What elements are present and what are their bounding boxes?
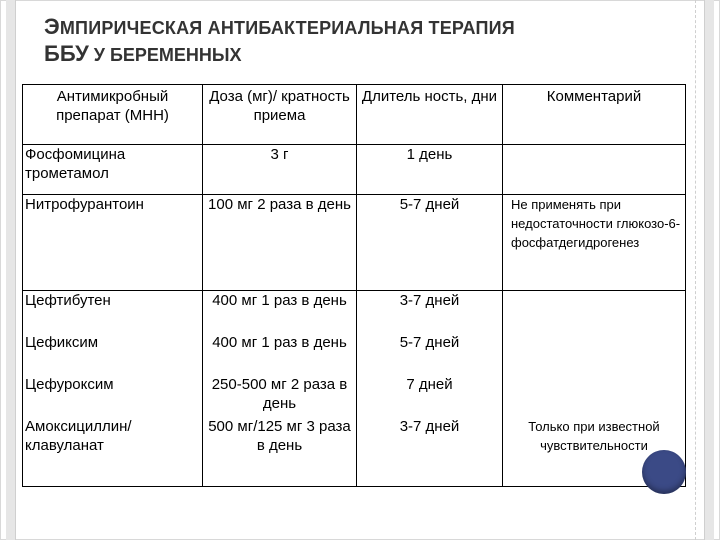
row-5-drug: Амоксициллин/ клавуланат: [23, 417, 203, 487]
table-row: [23, 375, 686, 417]
row-3-comment: [503, 333, 686, 375]
title-line-2: [44, 41, 515, 68]
row-1-dose: 100 мг 2 раза в день: [203, 195, 357, 291]
row-0-duration: 1 день: [357, 145, 503, 195]
row-1-drug: Нитрофурантоин: [23, 195, 203, 291]
row-5-duration: 3-7 дней: [357, 417, 503, 487]
slide-title: [44, 14, 515, 68]
title-line-1-cap: Э: [44, 14, 60, 39]
left-decorative-bar: [6, 0, 16, 540]
row-2-duration: 3-7 дней: [357, 291, 503, 333]
header-duration: Длитель ность, дни: [357, 85, 503, 145]
therapy-table: [22, 84, 686, 487]
row-4-comment: [503, 375, 686, 417]
header-dose: Доза (мг)/ кратность приема: [203, 85, 357, 145]
header-drug: Антимикробный препарат (МНН): [23, 85, 203, 145]
table-row: [23, 417, 686, 487]
row-3-dose: 400 мг 1 раз в день: [203, 333, 357, 375]
row-5-dose: 500 мг/125 мг 3 раза в день: [203, 417, 357, 487]
table-header-row: [23, 85, 686, 145]
row-1-duration: 5-7 дней: [357, 195, 503, 291]
row-5-comment: Только при известной чувствительности: [503, 417, 686, 487]
table-row: [23, 195, 686, 291]
row-4-dose: 250-500 мг 2 раза в день: [203, 375, 357, 417]
row-4-duration: 7 дней: [357, 375, 503, 417]
row-1-comment: Не применять при недостаточности глюкозо-6-фосфатдегидрогенез: [503, 195, 686, 291]
title-line-2-cap: ББУ: [44, 41, 89, 66]
right-dotted-line: [695, 0, 696, 540]
row-3-duration: 5-7 дней: [357, 333, 503, 375]
table-row: [23, 291, 686, 333]
row-2-drug: Цефтибутен: [23, 291, 203, 333]
row-2-comment: [503, 291, 686, 333]
row-2-dose: 400 мг 1 раз в день: [203, 291, 357, 333]
table-row: [23, 333, 686, 375]
decorative-circle-icon: [642, 450, 686, 494]
title-line-1-rest: МПИРИЧЕСКАЯ АНТИБАКТЕРИАЛЬНАЯ ТЕРАПИЯ: [59, 18, 515, 38]
title-line-2-rest: У БЕРЕМЕННЫХ: [88, 45, 242, 65]
header-comment: Комментарий: [503, 85, 686, 145]
title-line-1: [44, 14, 515, 41]
row-0-drug: Фосфомицина трометамол: [23, 145, 203, 195]
row-0-comment: [503, 145, 686, 195]
row-4-drug: Цефуроксим: [23, 375, 203, 417]
right-decorative-bar: [704, 0, 714, 540]
row-0-dose: 3 г: [203, 145, 357, 195]
table-row: [23, 145, 686, 195]
row-3-drug: Цефиксим: [23, 333, 203, 375]
